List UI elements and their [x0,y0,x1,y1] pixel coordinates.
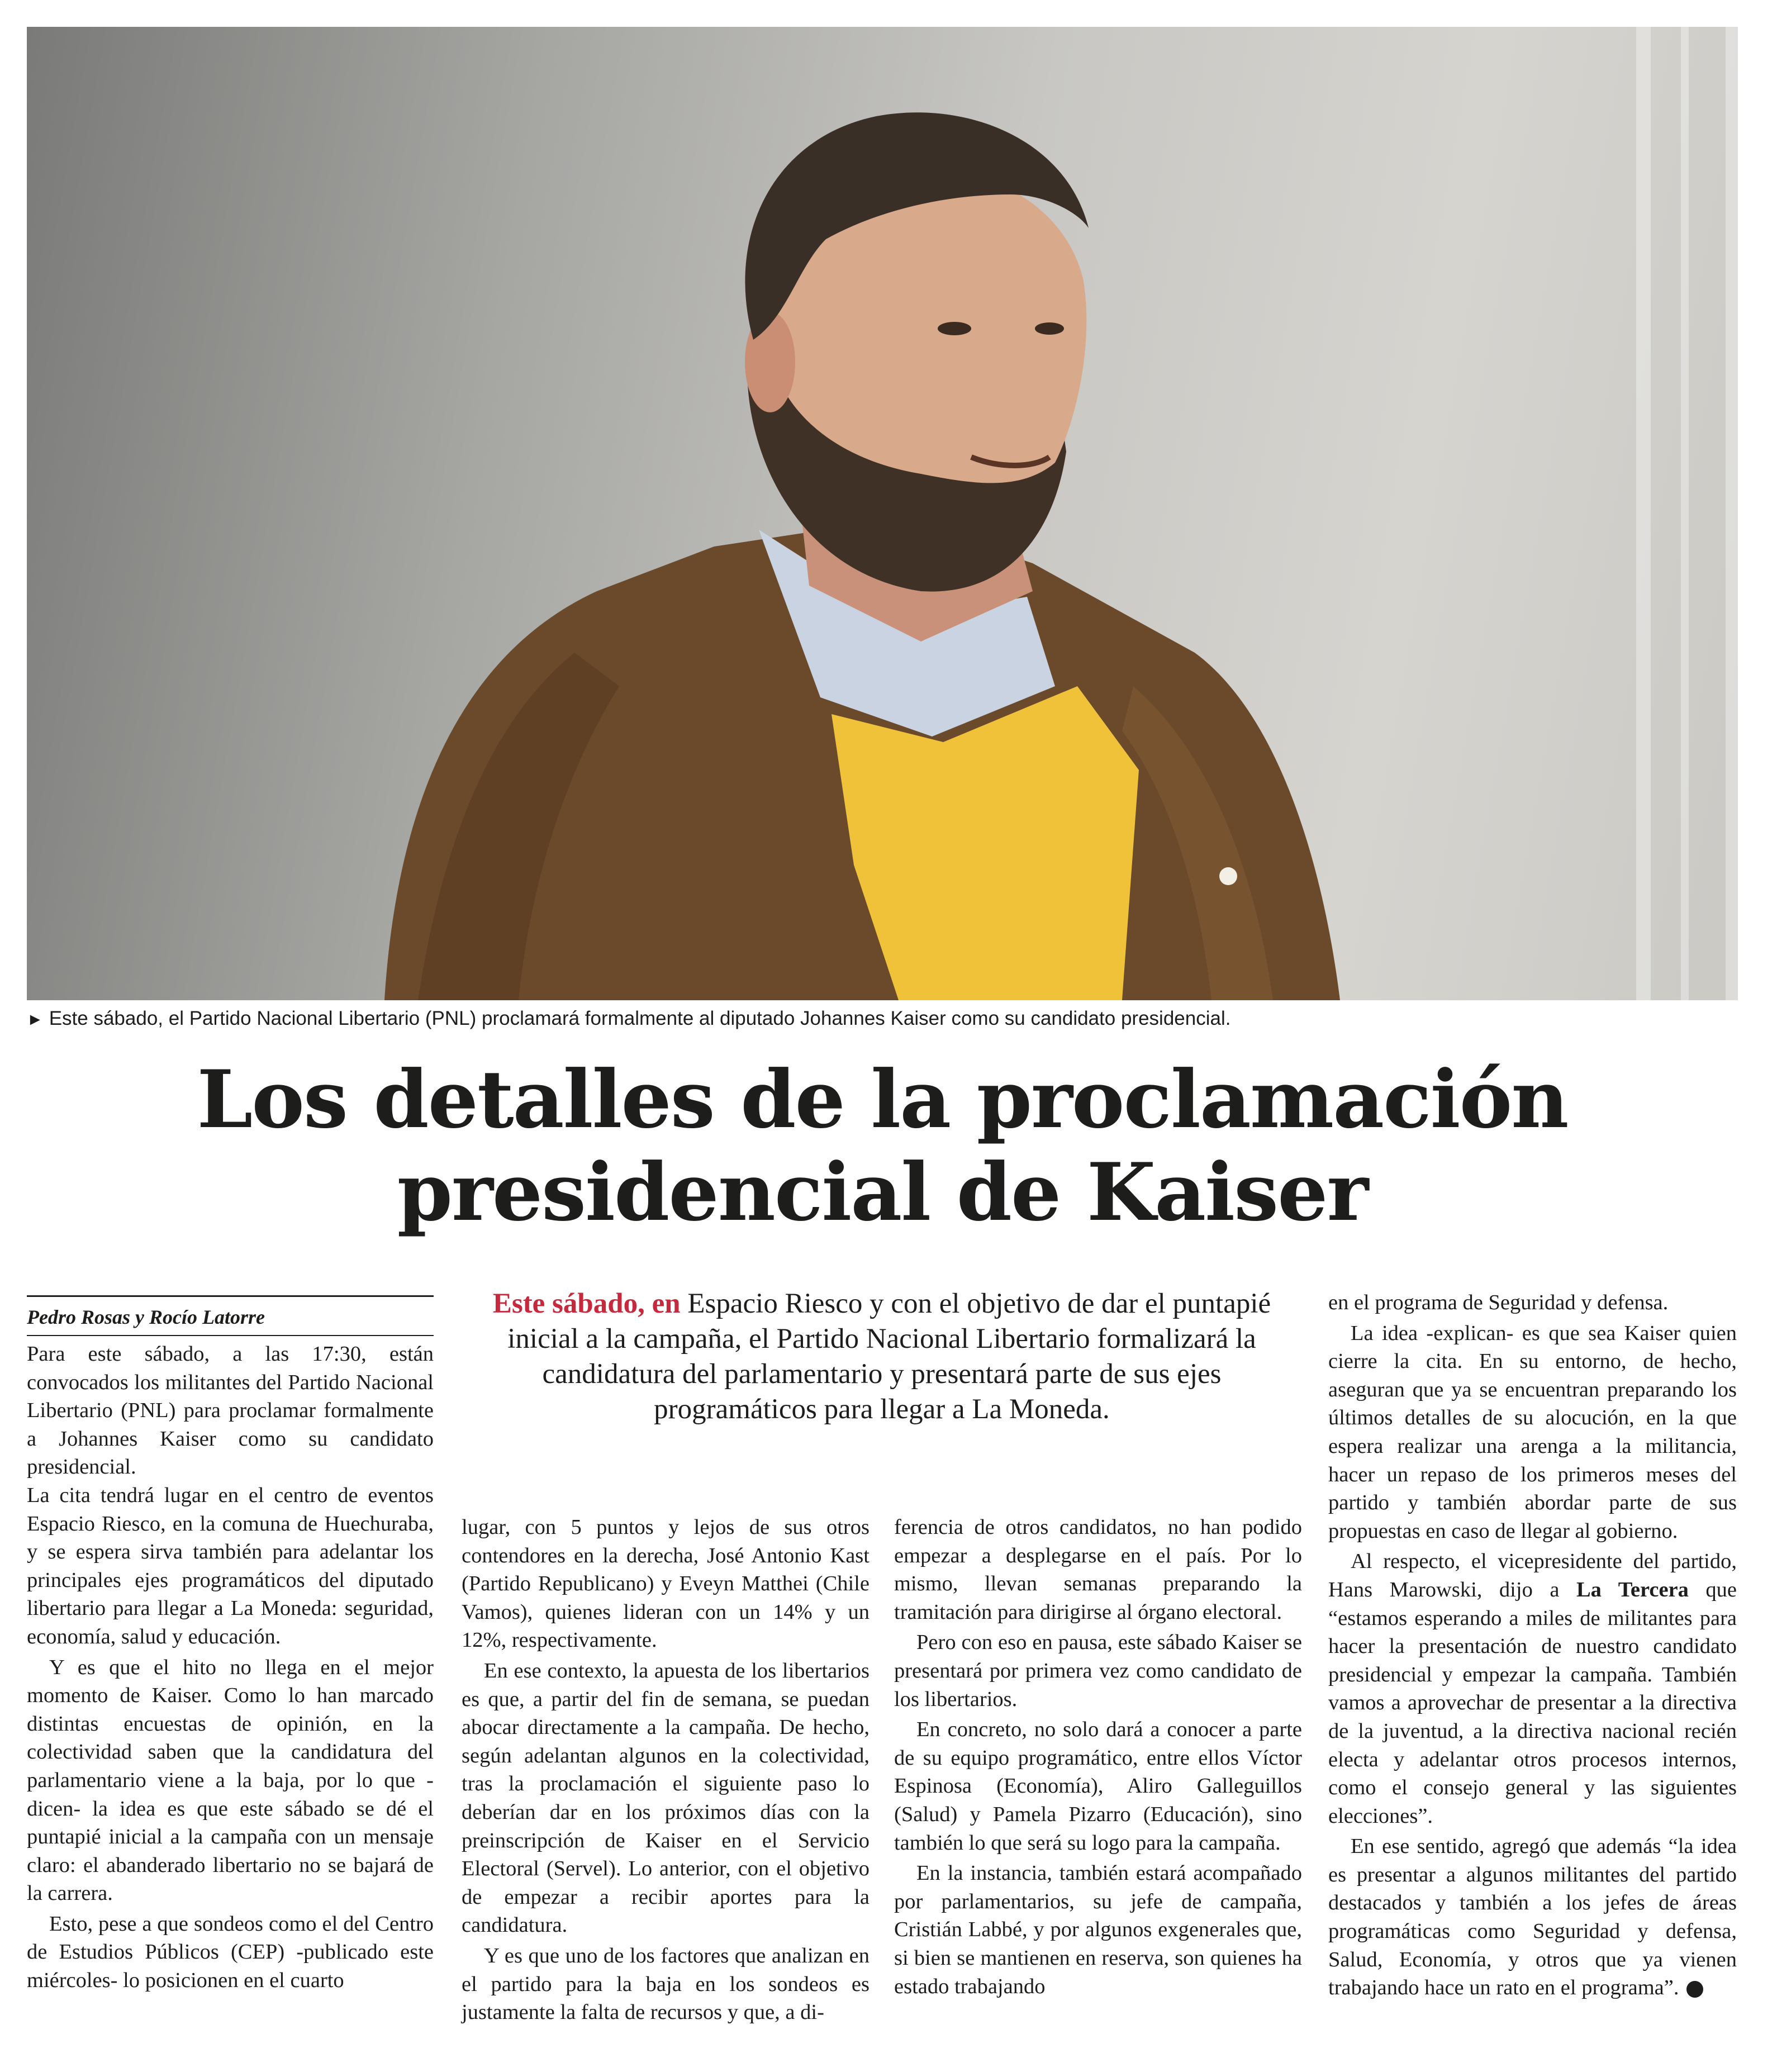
paragraph: Pero con eso en pausa, este sábado Kaiser se presentará por primera vez como candidato de los libertarios. [894,1631,1302,1711]
headline [27,1053,1738,1239]
paragraph [1328,1547,1737,1830]
headline-line-1: Los detalles de la proclamación [197,1053,1568,1146]
paragraph-text: que “estamos esperando a miles de militantes para hacer la presentación de nuestro candidato presidencial y empezar la campaña. También vamos a aprovechar de presentar a la directiva de la juventud, a la directiva nacional recién electa y adelantar otros procesos internos, como el consejo general y las siguientes elecciones”. [1328,1577,1737,1828]
lead-paragraph [462,1286,1302,1427]
article-column-4 [1328,1289,1737,2002]
paragraph: La cita tendrá lugar en el centro de eventos Espacio Riesco, en la comuna de Huechuraba, y se espera sirva también para adelantar los principales ejes programáticos del diputado libertario para llegar a La Moneda: seguridad, economía, salud y educación. [27,1483,434,1648]
paragraph: Para este sábado, a las 17:30, están convocados los militantes del Partido Nacional Libertario (PNL) para proclamar formalmente a Johannes Kaiser como su candidato presidencial. [27,1342,434,1479]
paragraph: ferencia de otros candidatos, no han podido empezar a desplegarse en el país. Por lo mismo, llevan semanas preparando la tramitación para dirigirse al órgano electoral. [894,1515,1302,1624]
paragraph: La idea -explican- es que sea Kaiser quien cierre la cita. En su entorno, de hecho, aseguran que ya se encuentran preparando los últimos detalles de su alocución, en la que espera realizar una arenga a la militancia, hacer un repaso de los primeros meses del partido y también abordar parte de sus propuestas en caso de llegar al gobierno. [1328,1321,1737,1543]
article-column-2 [462,1513,870,2027]
publication-name: La Tercera [1576,1577,1689,1601]
paragraph: en el programa de Seguridad y defensa. [1328,1291,1669,1314]
caption-arrow-icon: ► [27,1010,44,1029]
lead-kicker: Este sábado, en [492,1288,681,1319]
paragraph [1328,1832,1737,2002]
paragraph: En la instancia, también estará acompañado por parlamentarios, su jefe de campaña, Cristián Labbé, y por algunos exgenerales que, si bien se mantienen en reserva, son quienes ha estado trabajando [894,1861,1302,1998]
paragraph-text: Al respecto, el vicepresidente del partido, Hans Marowski, dijo a [1328,1550,1737,1601]
byline: Pedro Rosas y Rocío Latorre [27,1295,434,1336]
end-of-article-icon [1686,1981,1703,1998]
paragraph: lugar, con 5 puntos y lejos de sus otros contendores en la derecha, José Antonio Kast (Partido Republicano) y Eveyn Matthei (Chile Vamos), quienes lideran con un 14% y un 12%, respectivamente. [462,1515,870,1652]
photo-caption [27,1006,1738,1033]
portrait-illustration [27,27,1738,1000]
paragraph: Y es que uno de los factores que analizan en el partido para la baja en los sondeos es justamente la falta de recursos y que, a di- [462,1943,870,2025]
paragraph-text: En ese sentido, agregó que además “la idea es presentar a algunos militantes del partido destacados y también a los jefes de áreas programáticas como Seguridad y defensa, Salud, Economía, y otros que ya vienen trabajando hace un rato en el programa”. [1328,1835,1737,2000]
article-column-1 [27,1340,434,1995]
caption-text: Este sábado, el Partido Nacional Libertario (PNL) proclamará formalmente al diputado Johannes Kaiser como su candidato presidencial. [49,1008,1231,1029]
paragraph: En ese contexto, la apuesta de los libertarios es que, a partir del fin de semana, se puedan abocar directamente a la campaña. De hecho, según adelantan algunos en la colectividad, tras la proclamación el siguiente paso lo deberían dar en los próximos días con la preinscripción de Kaiser en el Servicio Electoral (Servel). Lo anterior, con el objetivo de empezar a recibir aportes para la candidatura. [462,1658,870,1937]
headline-line-2: presidencial de Kaiser [397,1146,1368,1239]
lead-text: Espacio Riesco y con el objetivo de dar el puntapié inicial a la campaña, el Partido Nacional Libertario formalizará la candidatura del parlamentario y presentará parte de sus ejes programáticos para llegar a La Moneda. [507,1288,1271,1425]
paragraph: Esto, pese a que sondeos como el del Centro de Estudios Públicos (CEP) -publicado este miércoles- lo posicionen en el cuarto [27,1912,434,1993]
article-column-3 [894,1513,1302,2000]
paragraph: En concreto, no solo dará a conocer a parte de su equipo programático, entre ellos Víctor Espinosa (Economía), Aliro Galleguillos (Salud) y Pamela Pizarro (Educación), sino también lo que será su logo para la campaña. [894,1718,1302,1855]
paragraph: Y es que el hito no llega en el mejor momento de Kaiser. Como lo han marcado distintas encuestas de opinión, en la colectividad saben que la candidatura del parlamentario viene a la baja, por lo que -dicen- la idea es que este sábado se dé el puntapié inicial a la campaña con un mensaje claro: el abanderado libertario no se bajará de la carrera. [27,1655,434,1905]
article-photo [27,27,1738,1000]
